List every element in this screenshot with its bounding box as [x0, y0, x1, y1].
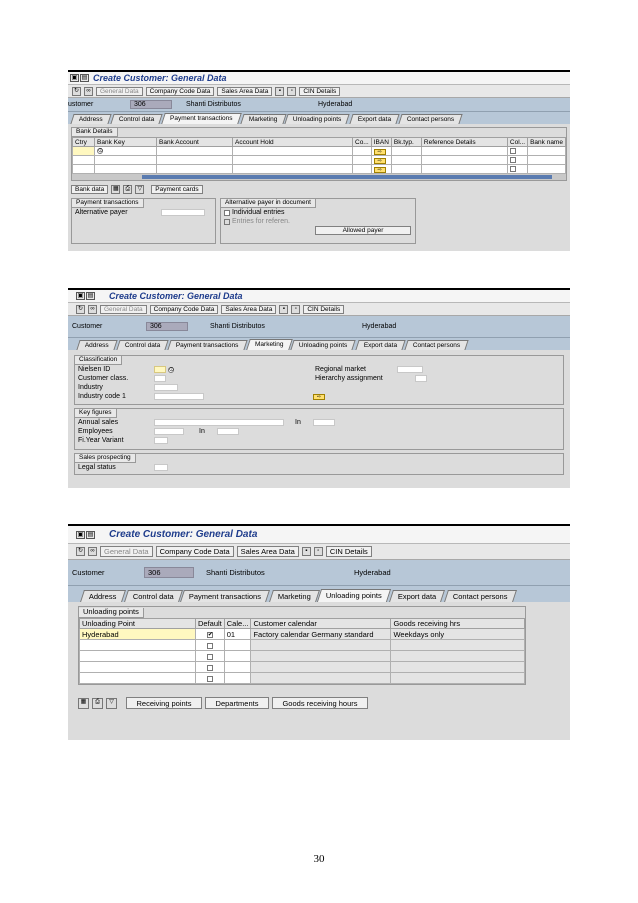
industry-code-arrow-icon[interactable]: ⇨: [313, 394, 325, 400]
collection-checkbox[interactable]: [510, 166, 516, 172]
default-checkbox[interactable]: ✔: [207, 631, 213, 638]
title-bar: [68, 290, 570, 303]
other-customer-icon[interactable]: ↻: [73, 87, 80, 94]
legal-status-label: Legal status: [78, 464, 116, 471]
tab-contact-persons[interactable]: Contact persons: [444, 590, 517, 602]
table-row[interactable]: [73, 165, 566, 174]
unloading-point-cell[interactable]: Hyderabad: [80, 629, 196, 640]
goods-receiving-hours-button[interactable]: Goods receiving hours: [272, 697, 368, 709]
tab-marketing[interactable]: Marketing: [240, 114, 286, 124]
payment-transactions-group: [71, 198, 216, 244]
iban-arrow-icon[interactable]: ⇨: [374, 149, 386, 155]
sales-area-data-button[interactable]: Sales Area Data: [221, 305, 276, 314]
toolbar: [68, 85, 570, 98]
tab-export-data[interactable]: Export data: [349, 114, 399, 124]
customer-name: Shanti Distributos: [186, 101, 241, 108]
document-icon[interactable]: ▫: [314, 547, 323, 556]
col-bank-account: Bank Account: [157, 138, 233, 147]
customer-name: Shanti Distributos: [210, 323, 265, 330]
table-row[interactable]: [80, 673, 525, 684]
print-icon[interactable]: ⎙: [92, 698, 103, 709]
iban-arrow-icon[interactable]: ⇨: [374, 167, 386, 173]
customer-class-input[interactable]: [154, 375, 166, 382]
col-co: Co...: [353, 138, 372, 147]
cin-details-button[interactable]: CIN Details: [326, 546, 372, 557]
company-code-data-button[interactable]: Company Code Data: [150, 305, 219, 314]
menu-icon[interactable]: ▤: [87, 293, 94, 299]
save-icon[interactable]: ▪: [275, 87, 284, 96]
tab-export-data[interactable]: Export data: [389, 590, 445, 602]
collection-checkbox[interactable]: [510, 157, 516, 163]
table-row[interactable]: [80, 629, 525, 640]
annual-sales-label: Annual sales: [78, 419, 119, 426]
individual-entries-label: Individual entries: [231, 209, 285, 216]
sales-prospecting-group: [74, 453, 564, 475]
default-checkbox[interactable]: [207, 665, 213, 671]
bank-details-table: [72, 137, 566, 174]
key-figures-title: Key figures: [75, 409, 117, 418]
receiving-points-button[interactable]: Receiving points: [126, 697, 202, 709]
save-icon[interactable]: ▪: [302, 547, 311, 556]
allowed-payer-button[interactable]: Allowed payer: [315, 226, 411, 235]
tab-control-data[interactable]: Control data: [110, 114, 163, 124]
annual-sales-input[interactable]: [154, 419, 284, 426]
customer-name: Shanti Distributos: [206, 568, 265, 577]
page-title: Create Customer: General Data: [109, 291, 243, 301]
employees-label: Employees: [78, 428, 113, 435]
tab-strip: [68, 112, 570, 124]
customer-class-label: Customer class.: [78, 375, 129, 382]
search-help-icon[interactable]: ⊙: [168, 366, 174, 373]
glasses-icon[interactable]: ∞: [88, 305, 97, 314]
col-iban: IBAN: [371, 138, 391, 147]
departments-button[interactable]: Departments: [205, 697, 269, 709]
customer-label: Customer: [72, 323, 103, 330]
tab-marketing[interactable]: Marketing: [246, 339, 292, 350]
page-title: Create Customer: General Data: [109, 529, 258, 540]
tab-contact-persons[interactable]: Contact persons: [398, 114, 463, 124]
tab-strip: [68, 586, 570, 602]
customer-number: 306: [146, 322, 188, 331]
tab-control-data[interactable]: Control data: [124, 590, 183, 602]
employees-input[interactable]: [154, 428, 184, 435]
bank-data-button[interactable]: Bank data: [71, 185, 108, 194]
col-bank-name: Bank name: [528, 138, 566, 147]
default-checkbox[interactable]: [207, 643, 213, 649]
hierarchy-assignment-label: Hierarchy assignment: [315, 375, 383, 382]
collection-checkbox[interactable]: [510, 148, 516, 154]
ctry-cell[interactable]: [73, 147, 95, 156]
save-icon[interactable]: ▪: [279, 305, 288, 314]
annual-sales-in-label: In: [295, 419, 301, 426]
customer-label: ustomer: [68, 101, 94, 108]
general-data-button[interactable]: General Data: [100, 305, 147, 314]
general-data-button[interactable]: General Data: [100, 546, 153, 557]
tab-payment-transactions[interactable]: Payment transactions: [180, 590, 270, 602]
nielsen-id-label: Nielsen ID: [78, 366, 111, 373]
industry-label: Industry: [78, 384, 103, 391]
customer-header: [68, 98, 570, 112]
classification-group: [74, 355, 564, 405]
payment-transactions-title: Payment transactions: [72, 199, 144, 208]
industry-code-label: Industry code 1: [78, 393, 126, 400]
customer-header: [68, 560, 570, 586]
table-row[interactable]: [80, 651, 525, 662]
col-bk-typ: Bk.typ.: [391, 138, 421, 147]
industry-input[interactable]: [154, 384, 178, 391]
unloading-points-table: [79, 618, 525, 684]
customer-label: Customer: [72, 568, 105, 577]
customer-calendar-cell: Factory calendar Germany standard: [251, 629, 391, 640]
tab-unloading-points[interactable]: Unloading points: [285, 114, 351, 124]
goods-receiving-hrs-cell: Weekdays only: [391, 629, 525, 640]
annual-sales-currency-input[interactable]: [313, 419, 335, 426]
screenshot-payment-transactions: [68, 70, 570, 251]
app-icon: ▣: [71, 75, 78, 81]
customer-number: 306: [144, 567, 194, 578]
table-row[interactable]: [73, 156, 566, 165]
regional-market-label: Regional market: [315, 366, 366, 373]
general-data-button[interactable]: General Data: [96, 87, 143, 96]
menu-icon[interactable]: ▤: [87, 531, 94, 538]
default-checkbox[interactable]: [207, 676, 213, 682]
filter-icon[interactable]: ▽: [135, 185, 144, 194]
entries-for-reference-checkbox[interactable]: [224, 219, 230, 225]
tab-export-data[interactable]: Export data: [355, 340, 405, 350]
bank-details-title: Bank Details: [72, 128, 118, 137]
nielsen-id-input[interactable]: [154, 366, 166, 373]
document-icon[interactable]: ▫: [291, 305, 300, 314]
tab-control-data[interactable]: Control data: [116, 340, 169, 350]
toolbar: [68, 544, 570, 560]
key-figures-group: [74, 408, 564, 450]
customer-number: 306: [130, 100, 172, 109]
col-bank-key: Bank Key: [95, 138, 157, 147]
tab-body: [68, 124, 570, 251]
delete-row-icon[interactable]: ▦: [112, 186, 119, 192]
col-reference-details: Reference Details: [421, 138, 507, 147]
col-goods-receiving-hrs: Goods receiving hrs: [391, 619, 525, 629]
legal-status-input[interactable]: [154, 464, 168, 471]
other-customer-icon[interactable]: ↻: [77, 305, 84, 312]
col-account-holder: Account Hold: [233, 138, 353, 147]
col-default: Default: [196, 619, 225, 629]
menu-icon[interactable]: ▤: [81, 75, 88, 81]
horizontal-scrollbar[interactable]: [72, 174, 566, 180]
customer-header: [68, 316, 570, 338]
title-bar: [68, 526, 570, 544]
tab-strip: [68, 338, 570, 350]
iban-arrow-icon[interactable]: ⇨: [374, 158, 386, 164]
alternative-payer-input[interactable]: [161, 209, 205, 216]
tab-body: [68, 602, 570, 740]
hierarchy-assignment-input[interactable]: [415, 375, 427, 382]
glasses-icon[interactable]: ∞: [84, 87, 93, 96]
document-icon[interactable]: ▫: [287, 87, 296, 96]
table-row[interactable]: [80, 640, 525, 651]
col-customer-calendar: Customer calendar: [251, 619, 391, 629]
delete-row-icon[interactable]: ▦: [78, 698, 89, 709]
print-icon[interactable]: ⎙: [123, 185, 132, 194]
screenshot-marketing: [68, 288, 570, 488]
col-calendar: Cale...: [224, 619, 251, 629]
payment-cards-button[interactable]: Payment cards: [151, 185, 202, 194]
tab-address[interactable]: Address: [70, 114, 111, 124]
tab-address[interactable]: Address: [76, 340, 117, 350]
col-ctry: Ctry: [73, 138, 95, 147]
tab-address[interactable]: Address: [80, 590, 125, 602]
table-row[interactable]: [80, 662, 525, 673]
default-checkbox[interactable]: [207, 654, 213, 660]
other-customer-icon[interactable]: ↻: [77, 548, 84, 554]
bank-key-cell[interactable]: [95, 147, 157, 156]
col-col: Col...: [507, 138, 527, 147]
employees-year-input[interactable]: [217, 428, 239, 435]
sales-area-data-button[interactable]: Sales Area Data: [237, 546, 299, 557]
regional-market-input[interactable]: [397, 366, 423, 373]
customer-city: Hyderabad: [362, 323, 397, 330]
toolbar: [68, 303, 570, 316]
app-icon: ▣: [77, 531, 84, 538]
tab-marketing[interactable]: Marketing: [269, 590, 320, 602]
search-help-icon[interactable]: ⊙: [98, 147, 104, 154]
tab-payment-transactions[interactable]: Payment transactions: [161, 113, 241, 124]
alt-payer-document-title: Alternative payer in document: [221, 199, 316, 208]
title-bar: [68, 72, 570, 85]
tab-unloading-points[interactable]: Unloading points: [317, 589, 391, 602]
filter-icon[interactable]: ▽: [106, 698, 117, 709]
tab-contact-persons[interactable]: Contact persons: [404, 340, 469, 350]
bank-details-group: [71, 127, 567, 181]
customer-city: Hyderabad: [318, 101, 353, 108]
calendar-cell[interactable]: 01: [224, 629, 251, 640]
individual-entries-checkbox[interactable]: [224, 210, 230, 216]
unloading-points-title: Unloading points: [79, 608, 144, 618]
sales-prospecting-title: Sales prospecting: [75, 454, 136, 463]
tab-body: [68, 350, 570, 488]
alt-payer-document-group: [220, 198, 416, 244]
app-icon: ▣: [77, 293, 84, 299]
col-unloading-point: Unloading Point: [80, 619, 196, 629]
employees-in-label: In: [199, 428, 205, 435]
unloading-points-group: [78, 606, 526, 685]
table-row[interactable]: [73, 147, 566, 156]
company-code-data-button[interactable]: Company Code Data: [156, 546, 234, 557]
entries-for-reference-label: Entries for referen.: [231, 218, 290, 225]
page-number: 30: [313, 853, 325, 865]
classification-title: Classification: [75, 356, 122, 365]
cin-details-button[interactable]: CIN Details: [299, 87, 340, 96]
fiscal-year-variant-label: Fi.Year Variant: [78, 437, 124, 444]
industry-code-input[interactable]: [154, 393, 204, 400]
company-code-data-button[interactable]: Company Code Data: [146, 87, 215, 96]
screenshot-unloading-points: [68, 524, 570, 740]
tab-unloading-points[interactable]: Unloading points: [291, 340, 357, 350]
sales-area-data-button[interactable]: Sales Area Data: [217, 87, 272, 96]
glasses-icon[interactable]: ∞: [88, 547, 97, 556]
page-title: Create Customer: General Data: [93, 73, 227, 83]
tab-payment-transactions[interactable]: Payment transactions: [168, 340, 248, 350]
alternative-payer-label: Alternative payer: [75, 209, 128, 216]
fiscal-year-variant-input[interactable]: [154, 437, 168, 444]
customer-city: Hyderabad: [354, 568, 391, 577]
cin-details-button[interactable]: CIN Details: [303, 305, 344, 314]
